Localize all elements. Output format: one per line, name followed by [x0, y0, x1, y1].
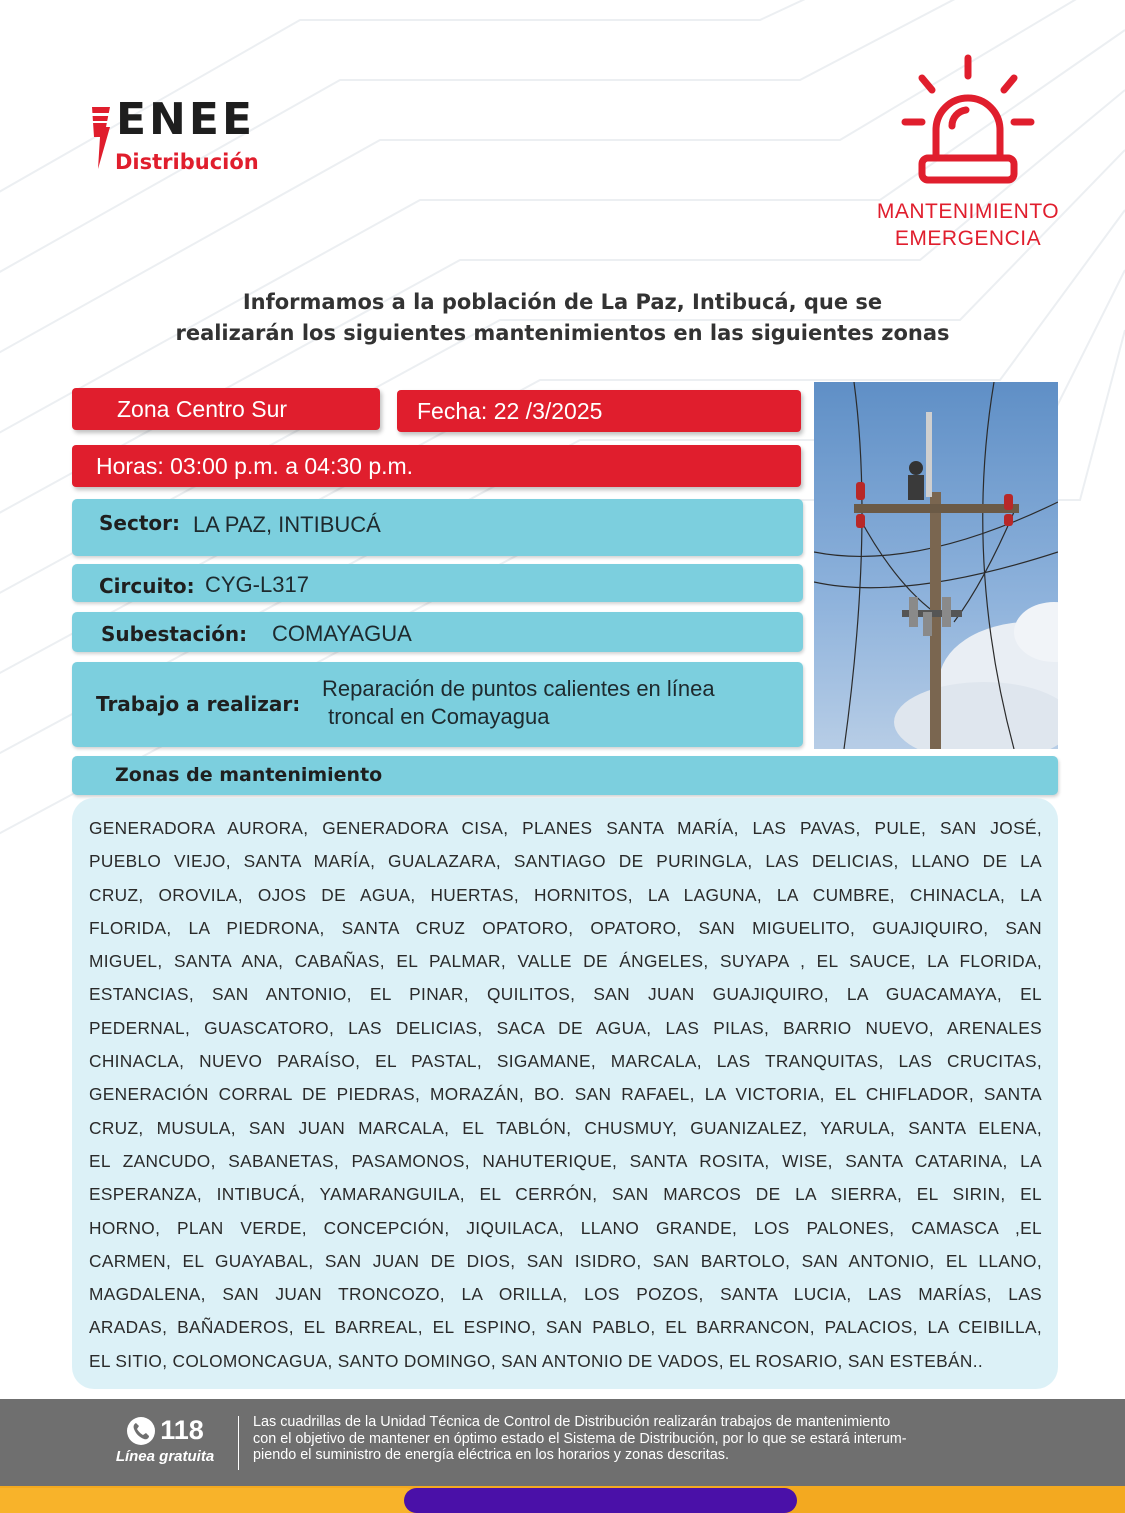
- zonas-line: MAGDALENA, SAN JUAN TRONCOZO, LA ORILLA, LOS POZOS, SANTA LUCIA, LAS MARÍAS, LAS: [89, 1284, 1042, 1305]
- zonas-line: CARMEN, EL GUAYABAL, SAN JUAN DE DIOS, SAN ISIDRO, SAN BARTOLO, SAN ANTONIO, EL LLANO,: [89, 1250, 1042, 1271]
- footer-divider: [238, 1416, 239, 1470]
- trabajo-value-line1: Reparación de puntos calientes en línea: [322, 676, 715, 701]
- footer-notice: [253, 1414, 1053, 1464]
- zona-text: Zona Centro Sur: [117, 395, 288, 422]
- trabajo-box: [72, 662, 803, 747]
- zonas-line: CRUZ, OROVILA, OJOS DE AGUA, HUERTAS, HORNITOS, LA LAGUNA, LA CUMBRE, CHINACLA, LA: [89, 884, 1042, 905]
- circuito-label: Circuito:: [99, 574, 195, 598]
- alert-title-line2: EMERGENCIA: [894, 227, 1042, 250]
- subestacion-label: Subestación:: [101, 622, 248, 646]
- hotline-number: 118: [160, 1415, 204, 1445]
- bottom-purple-pill: [404, 1488, 797, 1513]
- horas-bar: [72, 445, 801, 487]
- zonas-list: [72, 798, 1058, 1389]
- zonas-heading-bar: [72, 756, 1058, 795]
- circuito-box: [72, 564, 803, 602]
- enee-logo: [86, 94, 316, 174]
- zonas-line: ESTANCIAS, SAN ANTONIO, EL PINAR, QUILITOS, SAN JUAN GUAJIQUIRO, LA GUACAMAYA, EL: [89, 984, 1042, 1005]
- intro-line2: realizarán los siguientes mantenimientos en las siguientes zonas: [175, 321, 950, 345]
- zonas-line: PUEBLO VIEJO, SANTA MARÍA, GUALAZARA, SANTIAGO DE PURINGLA, LAS DELICIAS, LLANO DE LA: [89, 851, 1042, 872]
- subestacion-value: COMAYAGUA: [272, 621, 412, 646]
- hotline[interactable]: [100, 1415, 230, 1465]
- lineman-photo: [814, 382, 1058, 749]
- alert-title-line1: MANTENIMIENTO: [876, 200, 1060, 223]
- sector-box: [72, 499, 803, 556]
- zonas-line: ESPERANZA, INTIBUCÁ, YAMARANGUILA, EL CERRÓN, SAN MARCOS DE LA SIERRA, EL SIRIN, EL: [89, 1184, 1042, 1205]
- zonas-heading: Zonas de mantenimiento: [115, 764, 383, 786]
- fecha-bar: [397, 390, 801, 432]
- trabajo-label: Trabajo a realizar:: [96, 692, 301, 716]
- zonas-line: PEDERNAL, GUASCATORO, LAS DELICIAS, SACA DE AGUA, LAS PILAS, BARRIO NUEVO, ARENALES: [89, 1017, 1042, 1038]
- trabajo-value: [322, 675, 792, 731]
- zonas-line: EL ZANCUDO, SABANETAS, PASAMONOS, NAHUTERIQUE, SANTA ROSITA, WISE, SANTA CATARINA, LA: [89, 1150, 1042, 1171]
- emergency-badge: [848, 52, 1088, 252]
- logo-bolt-icon: [86, 107, 112, 169]
- zonas-line: MIGUEL, SANTA ANA, CABAÑAS, EL PALMAR, VALLE DE ÁNGELES, SUYAPA , EL SAUCE, LA FLORIDA,: [89, 951, 1042, 972]
- zonas-line-last: EL SITIO, COLOMONCAGUA, SANTO DOMINGO, SAN ANTONIO DE VADOS, EL ROSARIO, SAN ESTEBÁN..: [89, 1350, 984, 1371]
- sector-value: LA PAZ, INTIBUCÁ: [193, 512, 381, 537]
- bottom-orange-pill: [0, 1488, 418, 1513]
- zona-bar: [72, 388, 380, 430]
- zonas-line: ARADAS, BAÑADEROS, EL BARREAL, EL ESPINO, SAN PABLO, EL BARRANCON, PALACIOS, LA CEIBILLA,: [89, 1317, 1042, 1338]
- zonas-line: GENERADORA AURORA, GENERADORA CISA, PLANES SANTA MARÍA, LAS PAVAS, PULE, SAN JOSÉ,: [89, 818, 1042, 838]
- subestacion-box: [72, 612, 803, 652]
- intro-line1: Informamos a la población de La Paz, Intibucá, que se: [242, 290, 883, 314]
- hotline-label: Línea gratuita: [115, 1448, 215, 1465]
- logo-subtitle: Distribución: [115, 150, 259, 174]
- zonas-line: HORNO, PLAN VERDE, CONCEPCIÓN, JIQUILACA, LLANO GRANDE, LOS PALONES, CAMASCA ,EL: [89, 1217, 1042, 1238]
- circuito-value: CYG-L317: [205, 572, 309, 597]
- siren-icon: [900, 52, 1036, 188]
- zonas-line: CHINACLA, NUEVO PARAÍSO, EL PASTAL, SIGAMANE, MARCALA, LAS TRANQUITAS, LAS CRUCITAS,: [89, 1051, 1042, 1072]
- footer-notice-line1: Las cuadrillas de la Unidad Técnica de Control de Distribución realizarán trabajos de mantenimiento: [253, 1414, 891, 1430]
- footer-notice-line3: piendo el suministro de energía eléctrica en los horarios y zonas descritas.: [253, 1447, 729, 1463]
- horas-text: Horas: 03:00 p.m. a 04:30 p.m.: [96, 452, 414, 479]
- trabajo-value-line2: troncal en Comayagua: [322, 704, 550, 729]
- zonas-line: GENERACIÓN CORRAL DE PIEDRAS, MORAZÁN, BO. SAN RAFAEL, LA VICTORIA, EL CHIFLADOR, SANTA: [89, 1084, 1042, 1105]
- footer: [0, 1399, 1125, 1486]
- sector-label: Sector:: [99, 511, 180, 535]
- phone-icon: [126, 1416, 156, 1446]
- intro-text: [40, 287, 1085, 349]
- fecha-text: Fecha: 22 /3/2025: [417, 397, 603, 424]
- zonas-line: FLORIDA, LA PIEDRONA, SANTA CRUZ OPATORO, OPATORO, SAN MIGUELITO, GUAJIQUIRO, SAN: [89, 917, 1042, 938]
- footer-notice-line2: con el objetivo de mantener en óptimo estado el Sistema de Distribución, por lo que se estará interum-: [253, 1430, 907, 1447]
- zonas-line: CRUZ, MUSULA, SAN JUAN MARCALA, EL TABLÓN, CHUSMUY, GUANIZALEZ, YARULA, SANTA ELENA,: [89, 1117, 1042, 1138]
- logo-wordmark: ENEE: [116, 94, 255, 145]
